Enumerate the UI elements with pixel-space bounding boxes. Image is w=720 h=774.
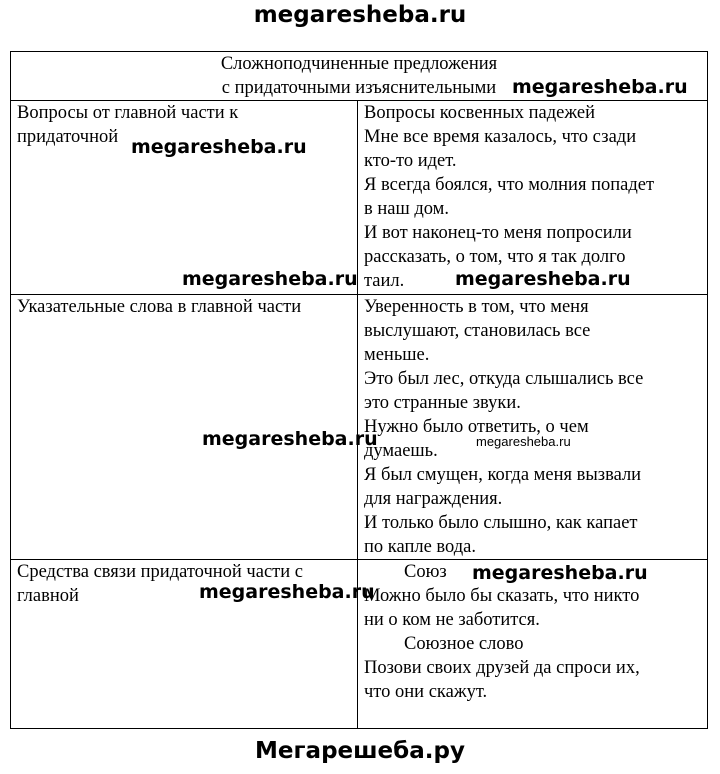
row-content-cell — [358, 560, 708, 729]
cell-line: придаточной — [17, 127, 119, 147]
cell-line: Вопросы от главной части к — [17, 103, 239, 123]
row-header-cell — [11, 295, 358, 560]
watermark: megaresheba.ru — [182, 268, 358, 290]
cell-line: И только было слышно, как капает — [364, 513, 638, 533]
cell-line: Я всегда боялся, что молния попадет — [364, 175, 655, 195]
watermark: megaresheba.ru — [455, 268, 631, 290]
cell-subheading: Союз — [404, 562, 447, 582]
watermark: megaresheba.ru — [202, 428, 378, 450]
cell-line: ни о ком не заботится. — [364, 610, 540, 630]
watermark: megaresheba.ru — [199, 581, 375, 603]
site-header: megaresheba.ru — [253, 2, 467, 28]
cell-line: это странные звуки. — [364, 393, 521, 413]
site-footer: Мегарешеба.ру — [255, 738, 465, 764]
cell-line: меньше. — [364, 345, 430, 365]
cell-line: Вопросы косвенных падежей — [364, 103, 596, 123]
cell-line: для награждения. — [364, 489, 503, 509]
watermark: megaresheba.ru — [476, 434, 571, 449]
cell-line: выслушают, становилась все — [364, 321, 591, 341]
row-content-cell — [358, 295, 708, 560]
cell-line: рассказать, о том, что я так долго — [364, 247, 626, 267]
syntax-table — [10, 51, 708, 729]
cell-line: Можно было бы сказать, что никто — [364, 586, 640, 606]
cell-line: думаешь. — [364, 441, 438, 461]
cell-line: Это был лес, откуда слышались все — [364, 369, 644, 389]
table-title-line: Сложноподчиненные предложения — [220, 54, 498, 74]
cell-line: таил. — [364, 271, 405, 291]
cell-line: Уверенность в том, что меня — [364, 297, 589, 317]
watermark: megaresheba.ru — [512, 76, 688, 98]
cell-line: кто-то идет. — [364, 151, 457, 171]
cell-line: что они скажут. — [364, 682, 488, 702]
cell-line: по капле вода. — [364, 537, 476, 557]
cell-line: Мне все время казалось, что сзади — [364, 127, 637, 147]
table-title-line: с придаточными изъяснительными — [221, 78, 497, 98]
cell-line: Я был смущен, когда меня вызвали — [364, 465, 642, 485]
table-row — [11, 295, 708, 560]
cell-line: главной — [17, 586, 79, 606]
cell-line: Средства связи придаточной части с — [17, 562, 303, 582]
table-row — [11, 101, 708, 295]
cell-line: И вот наконец-то меня попросили — [364, 223, 632, 243]
cell-subheading: Союзное слово — [404, 634, 524, 654]
cell-line: Нужно было ответить, о чем — [364, 417, 589, 437]
cell-line: Указательные слова в главной части — [17, 297, 302, 317]
row-content-cell — [358, 101, 708, 295]
row-header-cell — [11, 101, 358, 295]
cell-line: Позови своих друзей да спроси их, — [364, 658, 640, 678]
cell-line: в наш дом. — [364, 199, 449, 219]
watermark: megaresheba.ru — [131, 136, 307, 158]
watermark: megaresheba.ru — [472, 562, 648, 584]
